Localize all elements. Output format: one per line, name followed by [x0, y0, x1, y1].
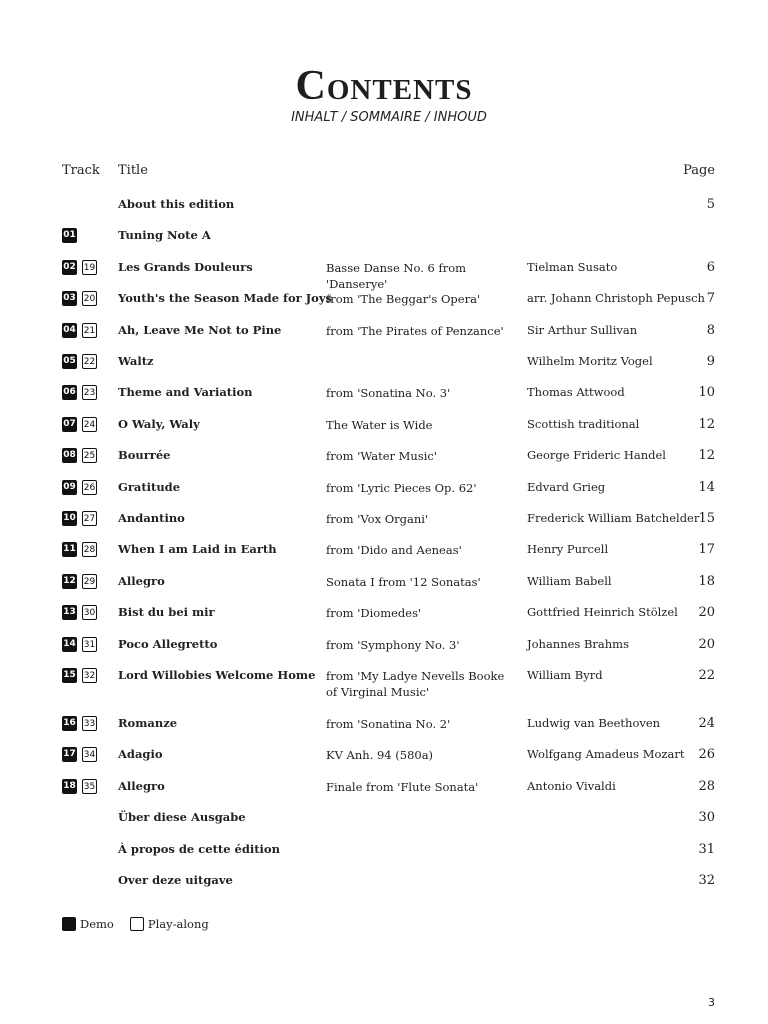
- page-ref: 18: [698, 573, 715, 589]
- toc-row: [0, 810, 768, 841]
- toc-row: [0, 668, 768, 716]
- toc-row: [0, 842, 768, 873]
- play-along-track-badge: 23: [82, 385, 97, 400]
- piece-title: Youth's the Season Made for Joys: [118, 291, 332, 306]
- piece-title: Gratitude: [118, 479, 181, 494]
- piece-composer: Thomas Attwood: [527, 385, 625, 400]
- demo-track-icon: [62, 917, 76, 931]
- track-badges: [62, 228, 82, 243]
- piece-source: The Water is Wide: [326, 417, 433, 432]
- play-along-track-icon: [130, 917, 144, 931]
- column-header-page: Page: [683, 163, 715, 178]
- toc-row: [0, 385, 768, 416]
- page-ref: 28: [698, 778, 715, 794]
- piece-composer: Edvard Grieg: [527, 479, 606, 494]
- page-ref: 22: [698, 668, 715, 683]
- toc-row: [0, 480, 768, 511]
- page-ref: 8: [706, 322, 715, 338]
- toc-row: [0, 260, 768, 291]
- column-header-track: Track: [62, 163, 100, 178]
- toc-row: [0, 197, 768, 228]
- toc-row: [0, 542, 768, 573]
- piece-composer: Ludwig van Beethoven: [527, 716, 661, 730]
- play-along-track-badge: 35: [82, 779, 97, 794]
- page-ref: 26: [698, 747, 715, 763]
- page-ref: 14: [698, 479, 715, 495]
- piece-composer: Sir Arthur Sullivan: [527, 322, 638, 337]
- piece-title: When I am Laid in Earth: [118, 542, 277, 557]
- toc-row: [0, 354, 768, 385]
- play-along-track-badge: 22: [82, 354, 97, 369]
- piece-source: Finale from 'Flute Sonata': [326, 779, 479, 794]
- demo-track-badge: 09: [62, 480, 77, 495]
- piece-source: from 'The Pirates of Penzance': [326, 323, 504, 338]
- play-along-track-badge: 24: [82, 417, 97, 432]
- play-along-track-badge: 26: [82, 480, 97, 495]
- page-title: Contents: [295, 63, 473, 109]
- page-ref: 30: [698, 810, 715, 826]
- piece-source: from 'Diomedes': [326, 606, 422, 621]
- toc-row: [0, 637, 768, 668]
- track-badges: [62, 747, 97, 762]
- toc-row: [0, 747, 768, 778]
- demo-track-badge: 11: [62, 542, 77, 557]
- track-badges: [62, 323, 97, 338]
- demo-track-badge: 17: [62, 747, 77, 762]
- toc-row: [0, 511, 768, 542]
- toc-row: [0, 323, 768, 354]
- demo-track-badge: 06: [62, 385, 77, 400]
- piece-composer: Wilhelm Moritz Vogel: [527, 354, 653, 368]
- piece-composer: William Byrd: [527, 668, 603, 682]
- piece-composer: William Babell: [527, 573, 612, 588]
- piece-title: Poco Allegretto: [118, 636, 218, 651]
- piece-source: from 'Vox Organi': [326, 512, 429, 526]
- piece-composer: Gottfried Heinrich Stölzel: [527, 605, 678, 620]
- track-badges: [62, 779, 97, 794]
- piece-title: Over deze uitgave: [118, 873, 233, 887]
- page-ref: 5: [706, 197, 715, 212]
- demo-track-badge: 02: [62, 260, 77, 275]
- piece-composer: Scottish traditional: [527, 416, 640, 431]
- piece-composer: Henry Purcell: [527, 542, 609, 557]
- piece-source: from 'Sonatina No. 2': [326, 717, 451, 731]
- play-along-track-badge: 31: [82, 637, 97, 652]
- track-badges: [62, 480, 97, 495]
- piece-composer: Wolfgang Amadeus Mozart: [527, 747, 685, 762]
- track-badges: [62, 542, 97, 557]
- toc-row: [0, 605, 768, 636]
- toc-row: [0, 417, 768, 448]
- page-subtitle: INHALT / SOMMAIRE / INHOUD: [291, 110, 487, 125]
- track-badges: [62, 448, 97, 463]
- demo-track-badge: 14: [62, 637, 77, 652]
- piece-title: Bourrée: [118, 448, 171, 463]
- page-ref: 20: [698, 605, 715, 621]
- piece-source: Basse Danse No. 6 from 'Danserye': [326, 260, 467, 291]
- piece-source: from 'Symphony No. 3': [326, 637, 460, 652]
- play-along-track-badge: 21: [82, 323, 97, 338]
- play-along-track-badge: 30: [82, 605, 97, 620]
- piece-source: from 'The Beggar's Opera': [326, 292, 481, 307]
- page-ref: 31: [698, 841, 715, 857]
- play-along-track-badge: 32: [82, 668, 97, 683]
- piece-source: KV Anh. 94 (580a): [326, 748, 434, 763]
- demo-track-badge: 07: [62, 417, 77, 432]
- demo-track-badge: 05: [62, 354, 77, 369]
- piece-composer: Frederick William Batchelder: [527, 511, 700, 525]
- track-badges: [62, 417, 97, 432]
- piece-composer: George Frideric Handel: [527, 448, 666, 463]
- track-badges: [62, 637, 97, 652]
- demo-track-badge: 15: [62, 668, 77, 683]
- piece-title: Andantino: [118, 511, 185, 525]
- demo-track-badge: 10: [62, 511, 77, 526]
- demo-track-badge: 12: [62, 574, 77, 589]
- page-ref: 15: [698, 511, 715, 526]
- piece-title: À propos de cette édition: [118, 841, 280, 856]
- piece-composer: Tielman Susato: [527, 259, 618, 274]
- legend-play-along-label: Play-along: [147, 917, 209, 931]
- piece-source: from 'Water Music': [326, 449, 438, 464]
- toc-row: [0, 291, 768, 322]
- column-header-title: Title: [118, 163, 148, 178]
- page-number: 3: [708, 996, 715, 1009]
- play-along-track-badge: 28: [82, 542, 97, 557]
- play-along-track-badge: 19: [82, 260, 97, 275]
- page-ref: 6: [706, 259, 715, 275]
- piece-title: Ah, Leave Me Not to Pine: [118, 322, 282, 337]
- page-ref: 32: [698, 873, 715, 888]
- piece-title: Bist du bei mir: [118, 605, 215, 620]
- demo-track-badge: 04: [62, 323, 77, 338]
- piece-title: Lord Willobies Welcome Home: [118, 668, 316, 682]
- piece-composer: Antonio Vivaldi: [527, 778, 616, 793]
- track-badges: [62, 605, 97, 620]
- piece-source: Sonata I from '12 Sonatas': [326, 574, 481, 589]
- piece-source: from 'My Ladye Nevells Booke of Virginal Music': [326, 669, 505, 699]
- track-badges: [62, 260, 97, 275]
- toc-row: [0, 574, 768, 605]
- piece-source: from 'Sonatina No. 3': [326, 386, 451, 401]
- demo-track-badge: 13: [62, 605, 77, 620]
- piece-source: from 'Dido and Aeneas': [326, 543, 462, 558]
- track-badges: [62, 574, 97, 589]
- piece-title: Theme and Variation: [118, 385, 253, 400]
- piece-title: Allegro: [118, 778, 165, 793]
- legend-demo-label: Demo: [80, 917, 114, 931]
- piece-title: Über diese Ausgabe: [118, 810, 246, 825]
- track-badges: [62, 291, 97, 306]
- page-ref: 12: [698, 448, 715, 464]
- toc-row: [0, 228, 768, 259]
- track-legend: [62, 917, 209, 931]
- play-along-track-badge: 29: [82, 574, 97, 589]
- track-badges: [62, 385, 97, 400]
- piece-title: Tuning Note A: [118, 228, 211, 243]
- piece-composer: Johannes Brahms: [527, 636, 629, 651]
- piece-title: Adagio: [118, 747, 163, 762]
- piece-source: from 'Lyric Pieces Op. 62': [326, 480, 477, 495]
- piece-title: About this edition: [118, 197, 235, 211]
- piece-title: O Waly, Waly: [118, 416, 200, 431]
- track-badges: [62, 354, 97, 369]
- piece-title: Waltz: [118, 354, 154, 368]
- piece-title: Les Grands Douleurs: [118, 259, 253, 274]
- demo-track-badge: 18: [62, 779, 77, 794]
- page-ref: 17: [698, 542, 715, 558]
- page-ref: 20: [698, 636, 715, 652]
- play-along-track-badge: 34: [82, 747, 97, 762]
- track-badges: [62, 716, 97, 731]
- page-ref: 9: [706, 354, 715, 369]
- track-badges: [62, 511, 97, 526]
- play-along-track-badge: 33: [82, 716, 97, 731]
- toc-row: [0, 448, 768, 479]
- page-ref: 10: [698, 385, 715, 401]
- toc-row: [0, 873, 768, 904]
- page-ref: 7: [706, 291, 715, 307]
- demo-track-badge: 01: [62, 228, 77, 243]
- page-ref: 12: [698, 416, 715, 432]
- toc-row: [0, 779, 768, 810]
- piece-title: Allegro: [118, 573, 165, 588]
- piece-title: Romanze: [118, 716, 178, 730]
- demo-track-badge: 16: [62, 716, 77, 731]
- demo-track-badge: 08: [62, 448, 77, 463]
- play-along-track-badge: 27: [82, 511, 97, 526]
- demo-track-badge: 03: [62, 291, 77, 306]
- piece-composer: arr. Johann Christoph Pepusch: [527, 291, 705, 306]
- page-ref: 24: [698, 716, 715, 731]
- toc-row: [0, 716, 768, 747]
- play-along-track-badge: 25: [82, 448, 97, 463]
- track-badges: [62, 668, 97, 683]
- play-along-track-badge: 20: [82, 291, 97, 306]
